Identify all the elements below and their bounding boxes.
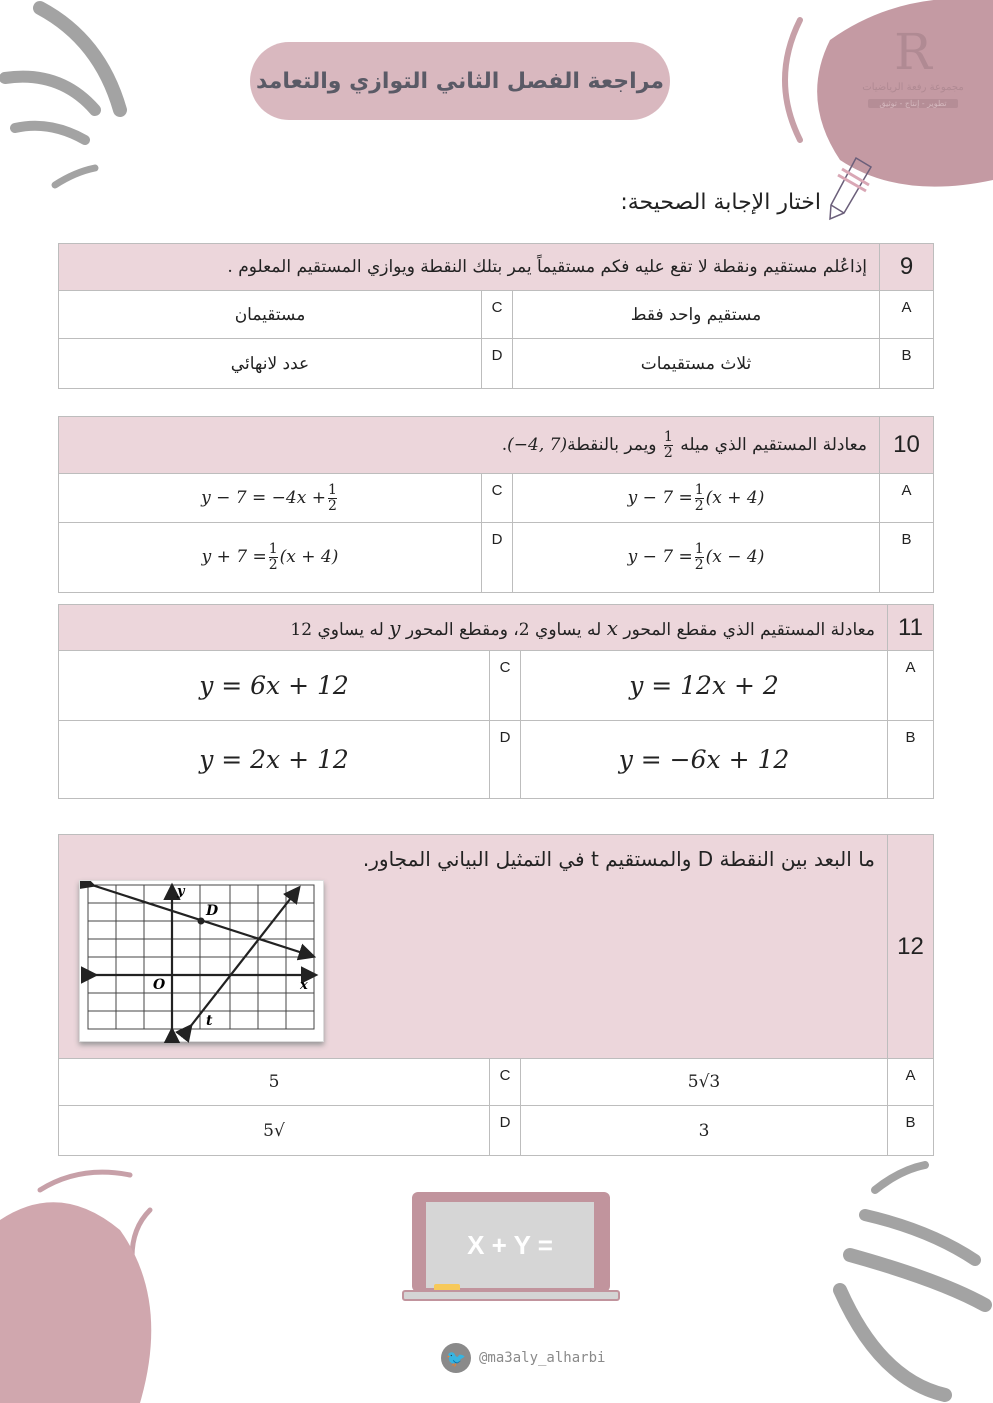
option-letter-d: D: [482, 339, 513, 389]
denominator: 2: [694, 557, 704, 573]
grid: [88, 885, 314, 1029]
slope-fraction: [664, 430, 673, 461]
eq-part: y − 7 =: [627, 547, 693, 567]
fraction: [695, 542, 704, 573]
option-d[interactable]: √5: [59, 1106, 490, 1156]
logo-letter: R: [894, 23, 932, 81]
board-ledge: [402, 1290, 620, 1301]
option-letter-c: C: [490, 651, 521, 721]
option-c[interactable]: مستقيمان: [59, 291, 482, 339]
y-label: y: [177, 884, 185, 899]
option-letter-d: D: [490, 1106, 521, 1156]
question-9: [58, 243, 934, 389]
option-a[interactable]: [521, 651, 888, 721]
option-c[interactable]: 5: [59, 1059, 490, 1106]
logo: [858, 22, 968, 108]
question-text-part: له يساوي 2، ومقطع المحور: [405, 619, 602, 640]
question-text-part: معادلة المستقيم الذي مقطع المحور: [623, 619, 875, 640]
option-a[interactable]: 3√5: [521, 1059, 888, 1106]
eq-part: (x − 4): [705, 547, 765, 567]
logo-name: مجموعة رفعة الرياضيات: [862, 82, 964, 93]
instruction: اختار الإجابة الصحيحة:: [620, 190, 821, 215]
coordinate-graph: [79, 880, 324, 1042]
option-letter-b: B: [880, 523, 934, 593]
question-number: 12: [888, 835, 934, 1059]
option-b[interactable]: [521, 721, 888, 799]
option-a[interactable]: [513, 474, 880, 523]
t-label: t: [206, 1013, 213, 1029]
denominator: 2: [694, 497, 704, 514]
option-letter-c: C: [482, 291, 513, 339]
denominator: 2: [663, 444, 673, 461]
origin-label: O: [153, 977, 166, 993]
option-letter-c: C: [490, 1059, 521, 1106]
eq-part: (x + 4): [279, 547, 339, 567]
numerator: 1: [327, 481, 337, 498]
logo-tagline: تطوير - إنتاج - توثيق: [868, 99, 958, 108]
question-text: ما البعد بين النقطة D والمستقيم t في التمثيل البياني المجاور.: [59, 835, 888, 1059]
question-text-part: له يساوي 12: [290, 619, 384, 640]
d-label: D: [206, 903, 219, 919]
option-letter-b: B: [880, 339, 934, 389]
option-c[interactable]: [59, 474, 482, 523]
option-letter-a: A: [888, 1059, 934, 1106]
question-text: [59, 417, 880, 474]
option-b[interactable]: ثلاث مستقيمات: [513, 339, 880, 389]
option-d[interactable]: [59, 721, 490, 799]
numerator: 1: [694, 481, 704, 498]
question-text-part: ويمر بالنقطة: [567, 434, 657, 455]
option-d[interactable]: عدد لانهائي: [59, 339, 482, 389]
x-label: x: [300, 978, 308, 993]
option-letter-b: B: [888, 1106, 934, 1156]
question-number: 10: [880, 417, 934, 474]
denominator: 2: [268, 557, 278, 573]
question-text-part: معادلة المستقيم الذي ميله: [680, 434, 867, 455]
eq-part: y + 7 =: [201, 547, 267, 567]
twitter-icon: 🐦: [441, 1343, 471, 1373]
board-text: X + Y =: [426, 1202, 594, 1288]
option-b[interactable]: 3: [521, 1106, 888, 1156]
option-d[interactable]: [59, 523, 482, 593]
option-letter-a: A: [880, 291, 934, 339]
fraction: [269, 542, 278, 573]
equation: y = 2x + 12: [199, 745, 349, 774]
fraction: [695, 483, 704, 514]
question-text: إذاعُلم مستقيم ونقطة لا تقع عليه فكم مستقيماً يمر بتلك النقطة ويوازي المستقيم المعلوم .: [59, 244, 880, 291]
option-letter-d: D: [490, 721, 521, 799]
pencil-icon: [826, 155, 874, 223]
question-text: [59, 605, 888, 651]
page-title: مراجعة الفصل الثاني التوازي والتعامد: [250, 42, 670, 120]
numerator: 1: [694, 541, 704, 557]
option-c[interactable]: [59, 651, 490, 721]
option-letter-a: A: [880, 474, 934, 523]
option-letter-b: B: [888, 721, 934, 799]
option-letter-d: D: [482, 523, 513, 593]
period: .: [501, 434, 508, 455]
question-10: [58, 416, 934, 593]
equation: y = 6x + 12: [199, 671, 349, 700]
question-11: [58, 604, 934, 799]
twitter-text: @ma3aly_alharbi: [479, 1350, 606, 1366]
numerator: 1: [663, 428, 673, 445]
equation: y = −6x + 12: [618, 745, 790, 774]
var-y: y: [389, 615, 401, 640]
denominator: 2: [327, 497, 337, 514]
chalkboard: [412, 1192, 610, 1292]
question-number: 11: [888, 605, 934, 651]
fraction: [328, 483, 337, 514]
twitter-handle[interactable]: [441, 1343, 605, 1373]
option-letter-a: A: [888, 651, 934, 721]
eq-part: (x + 4): [705, 487, 765, 508]
var-x: x: [606, 615, 619, 640]
point-d: [198, 918, 205, 925]
question-number: 9: [880, 244, 934, 291]
equation: y = 12x + 2: [629, 671, 779, 700]
option-b[interactable]: [513, 523, 880, 593]
point: (−4, 7): [507, 434, 568, 455]
eq-part: y − 7 =: [627, 487, 693, 508]
option-a[interactable]: مستقيم واحد فقط: [513, 291, 880, 339]
eq-part: y − 7 = −4x +: [201, 487, 326, 508]
option-letter-c: C: [482, 474, 513, 523]
numerator: 1: [268, 541, 278, 557]
